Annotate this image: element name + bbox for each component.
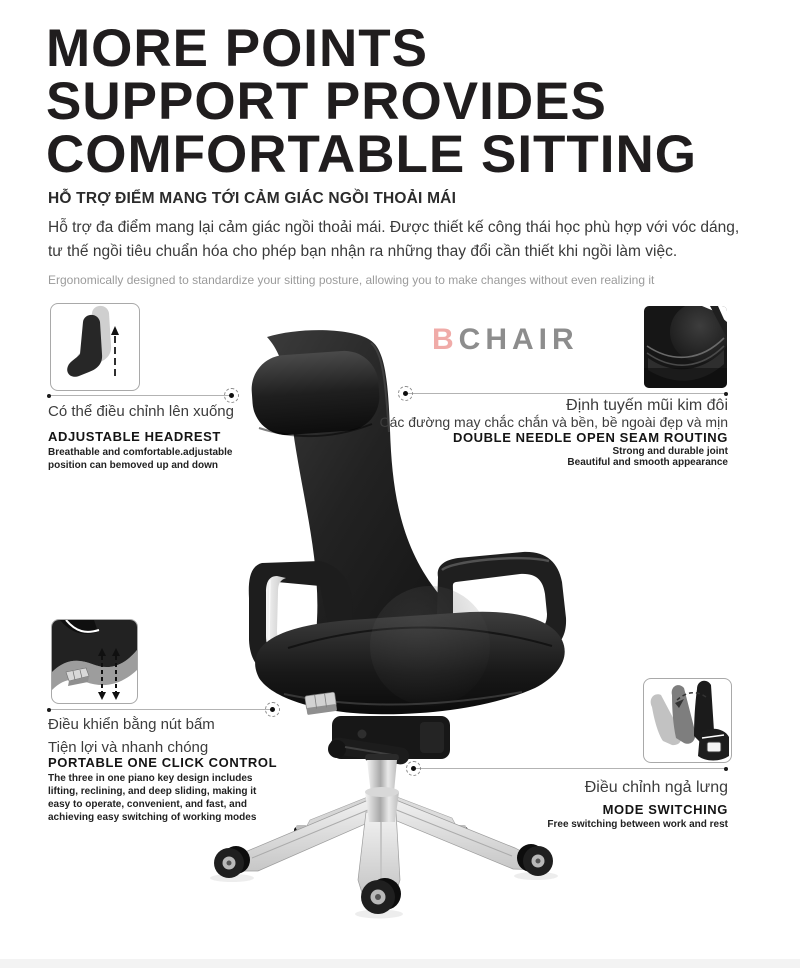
seam-callout-line: [405, 393, 727, 394]
callout-target-marker: [406, 761, 421, 776]
one-click-thumbnail: [51, 619, 138, 704]
headrest-up-down-icon: [51, 304, 139, 390]
callout-endpoint-dot: [724, 767, 728, 771]
one-click-callout-line: [48, 709, 273, 710]
recline-modes-icon: [644, 679, 731, 762]
description-line2: tư thế ngồi tiêu chuẩn hóa cho phép bạn nhận ra những thay đổi cần thiết khi ngồi làm việc.: [48, 243, 678, 260]
callout-endpoint-dot: [47, 708, 51, 712]
page-title-line2: SUPPORT PROVIDES: [46, 72, 607, 131]
brand-logo-text: CHAIR: [458, 323, 579, 356]
description-line1: Hỗ trợ đa điểm mang lại cảm giác ngồi thoải mái. Được thiết kế công thái học phù hợp với vóc dáng,: [48, 219, 740, 236]
brand-logo-mark: B: [432, 323, 459, 356]
page-title-line3: COMFORTABLE SITTING: [46, 125, 698, 184]
floor-strip: [0, 959, 800, 968]
seam-title: DOUBLE NEEDLE OPEN SEAM ROUTING: [452, 430, 728, 445]
subtitle-vietnamese: HỖ TRỢ ĐIỂM MANG TỚI CẢM GIÁC NGỒI THOẢI MÁI: [48, 190, 457, 207]
chair-seat: [255, 586, 565, 714]
page-title: [46, 19, 698, 184]
mode-switch-title: MODE SWITCHING: [602, 802, 728, 817]
seam-thumbnail: [644, 306, 727, 388]
callout-endpoint-dot: [47, 394, 51, 398]
one-click-description: The three in one piano key design includes lifting, reclining, and deep sliding, making it easy to operate, convenient, and fast, and achieving easy switching of working modes: [48, 773, 257, 823]
mode-switch-description: Free switching between work and rest: [547, 819, 728, 830]
mode-switch-callout-line: [413, 768, 727, 769]
chair-base: [230, 787, 542, 893]
callout-endpoint-dot: [724, 392, 728, 396]
callout-target-marker: [224, 388, 239, 403]
page-title-line1: MORE POINTS: [46, 19, 429, 78]
callout-target-marker: [398, 386, 413, 401]
seam-description: Strong and durable joint Beautiful and smooth appearance: [567, 446, 728, 468]
headrest-caption-vi: Có thể điều chỉnh lên xuống: [48, 403, 234, 420]
callout-target-marker: [265, 702, 280, 717]
headrest-title: ADJUSTABLE HEADREST: [48, 429, 221, 444]
mode-switch-caption-vi: Điều chỉnh ngả lưng: [584, 779, 728, 796]
headrest-callout-line: [48, 395, 232, 396]
one-click-buttons-icon: [52, 620, 137, 703]
description-vietnamese: [48, 216, 739, 264]
one-click-title: PORTABLE ONE CLICK CONTROL: [48, 755, 278, 770]
seam-caption-vi-1: Định tuyến mũi kim đôi: [566, 397, 728, 414]
headrest-thumbnail: [50, 303, 140, 391]
one-click-caption-vi-2: Tiện lợi và nhanh chóng: [48, 739, 209, 756]
description-english: Ergonomically designed to standardize your sitting posture, allowing you to make changes without even realizing it: [48, 273, 655, 287]
headrest-description: Breathable and comfortable.adjustable position can bemoved up and down: [48, 447, 233, 471]
mode-switch-thumbnail: [643, 678, 732, 763]
leather-seam-photo: [644, 306, 727, 388]
seam-caption-vi-2: Các đường may chắc chắn và bền, bề ngoài đẹp và mịn: [379, 414, 728, 430]
chair-headrest: [249, 349, 381, 438]
chair-control-buttons: [305, 692, 337, 715]
one-click-caption-vi-1: Điều khiển bằng nút bấm: [48, 716, 215, 733]
